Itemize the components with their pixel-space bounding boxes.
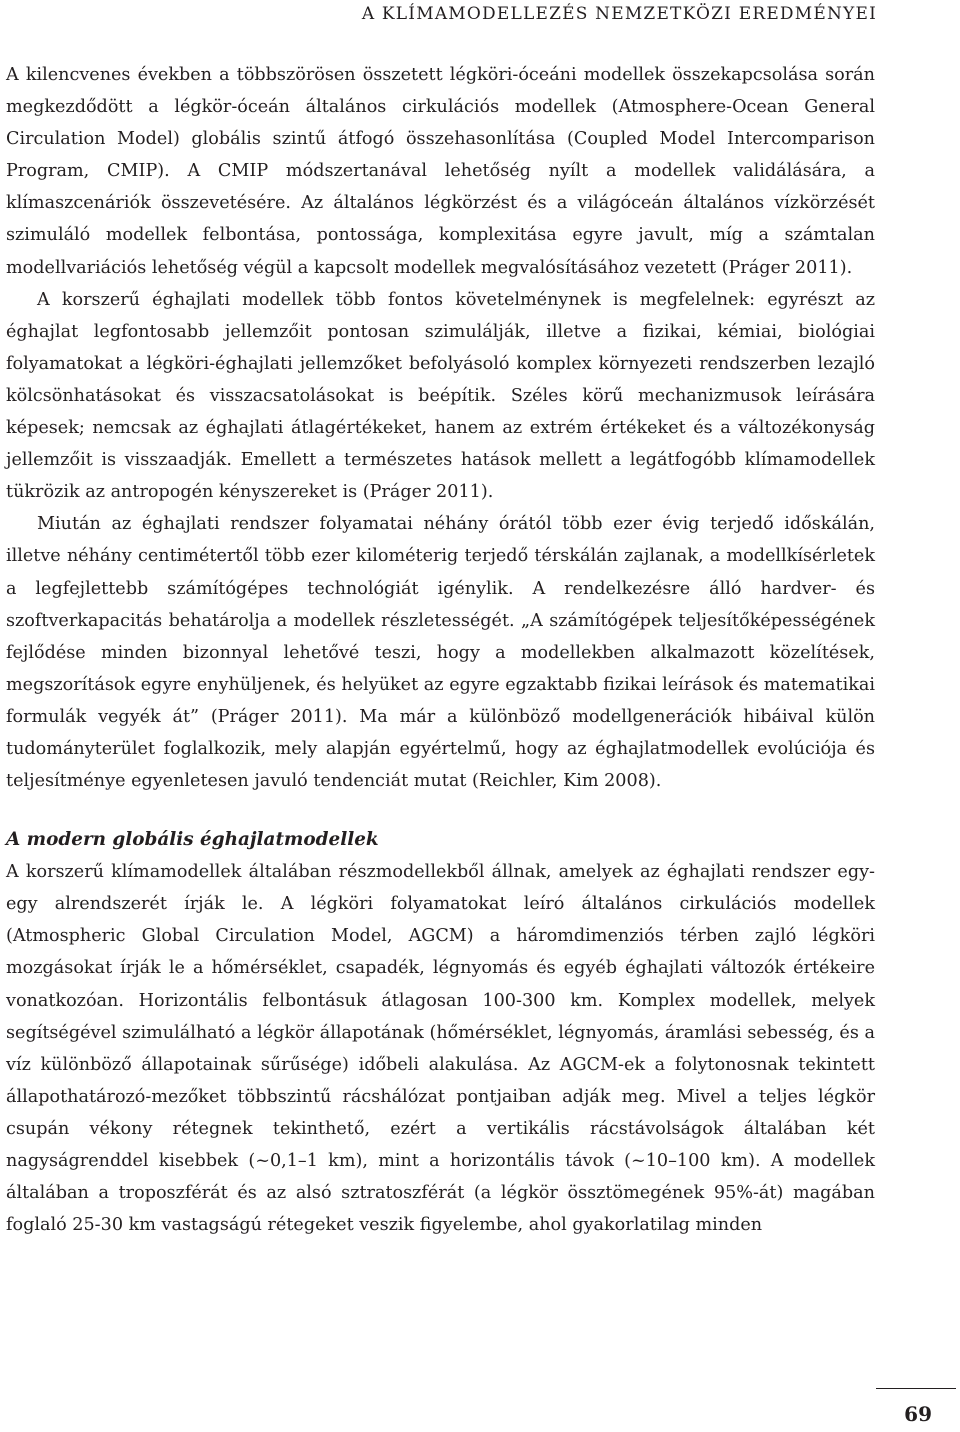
body-paragraph-2: A korszerű éghajlati modellek több fontos követelménynek is megfelelnek: egyrészt az éghajlat legfontosabb jellemzőit pontosan szimulálják, illetve a fizikai, kémiai, biológiai folyamatokat a légköri-éghajlati jellemzőket befolyásoló komplex környezeti rendszerben lezajló kölcsönhatásokat és visszacsatolásokat is beépítik. Széles körű mechanizmusok leírására képesek; nemcsak az éghajlati átlagértékeket, hanem az extrém értékeket és a változékonyság jellemzőit is visszaadják. Emellett a természetes hatások mellett a legátfogóbb klímamodellek tükrözik az antropogén kényszereket is (Práger 2011). [6, 289, 875, 503]
section-heading: A modern globális éghajlatmodellek [6, 829, 379, 851]
page-body [6, 59, 875, 1241]
footer-rule [876, 1388, 956, 1389]
running-header: A KLÍMAMODELLEZÉS NEMZETKÖZI EREDMÉNYEI [361, 4, 877, 24]
section-paragraph: A korszerű klímamodellek általában részmodellekből állnak, amelyek az éghajlati rendszer egy-egy alrendszerét írják le. A légköri folyamatokat leíró általános cirkulációs modellek (Atmospheric Global Circulation Model, AGCM) a háromdimenziós térben zajló légköri mozgásokat írják le a hőmérséklet, csapadék, légnyomás és egyéb éghajlati változók értékeire vonatkozóan. Horizontális felbontásuk átlagosan 100-300 km. Komplex modellek, melyek segítségével szimulálható a légkör állapotának (hőmérséklet, légnyomás, áramlási sebesség, és a víz különböző állapotainak sűrűsége) időbeli alakulása. Az AGCM-ek a folytonosnak tekintett állapothatározó-mezőket többszintű rácshálózat pontjaiban adják meg. Mivel a teljes légkör csupán vékony rétegnek tekinthető, ezért a vertikális rácstávolságok általában két nagyságrenddel kisebbek (~0,1–1 km), mint a horizontális távok (~10–100 km). A modellek általában a troposzférát és az alsó sztratoszférát (a légkör össztömegének 95%-át) magában foglaló 25-30 km vastagságú rétegeket veszik figyelembe, ahol gyakorlatilag minden [6, 862, 875, 1236]
body-paragraph-3: Miután az éghajlati rendszer folyamatai néhány órától több ezer évig terjedő időskálán, illetve néhány centimétertől több ezer kilométerig terjedő térskálán zajlanak, a modellkísérletek a legfejlettebb számítógépes technológiát igénylik. A rendelkezésre álló hardver- és szoftverkapacitás behatárolja a modellek részletességét. „A számítógépek teljesítőképességének fejlődése minden bizonnyal lehetővé teszi, hogy a modellekben alkalmazott közelítések, megszorítások egyre enyhüljenek, és helyüket az egyre egzaktabb fizikai leírások és matematikai formulák vegyék át” (Práger 2011). Ma már a különböző modellgenerációk hibáival külön tudományterület foglalkozik, mely alapján egyértelmű, hogy az éghajlatmodellek evolúciója és teljesítménye egyenletesen javuló tendenciát mutat (Reichler, Kim 2008). [6, 514, 875, 792]
body-paragraph-1: A kilencvenes években a többszörösen összetett légköri-óceáni modellek összekapcsolása során megkezdődött a légkör-óceán általános cirkulációs modellek (Atmosphere-Ocean General Circulation Model) globális szintű átfogó összehasonlítása (Coupled Model Intercomparison Program, CMIP). A CMIP módszertanával lehetőség nyílt a modellek validálására, a klímaszcenáriók összevetésére. Az általános légkörzést és a világóceán általános vízkörzését szimuláló modellek felbontása, pontossága, komplexitása egyre javult, míg a számtalan modellvariációs lehetőség végül a kapcsolt modellek megvalósításához vezetett (Práger 2011). [6, 65, 875, 278]
page-number: 69 [904, 1402, 932, 1426]
